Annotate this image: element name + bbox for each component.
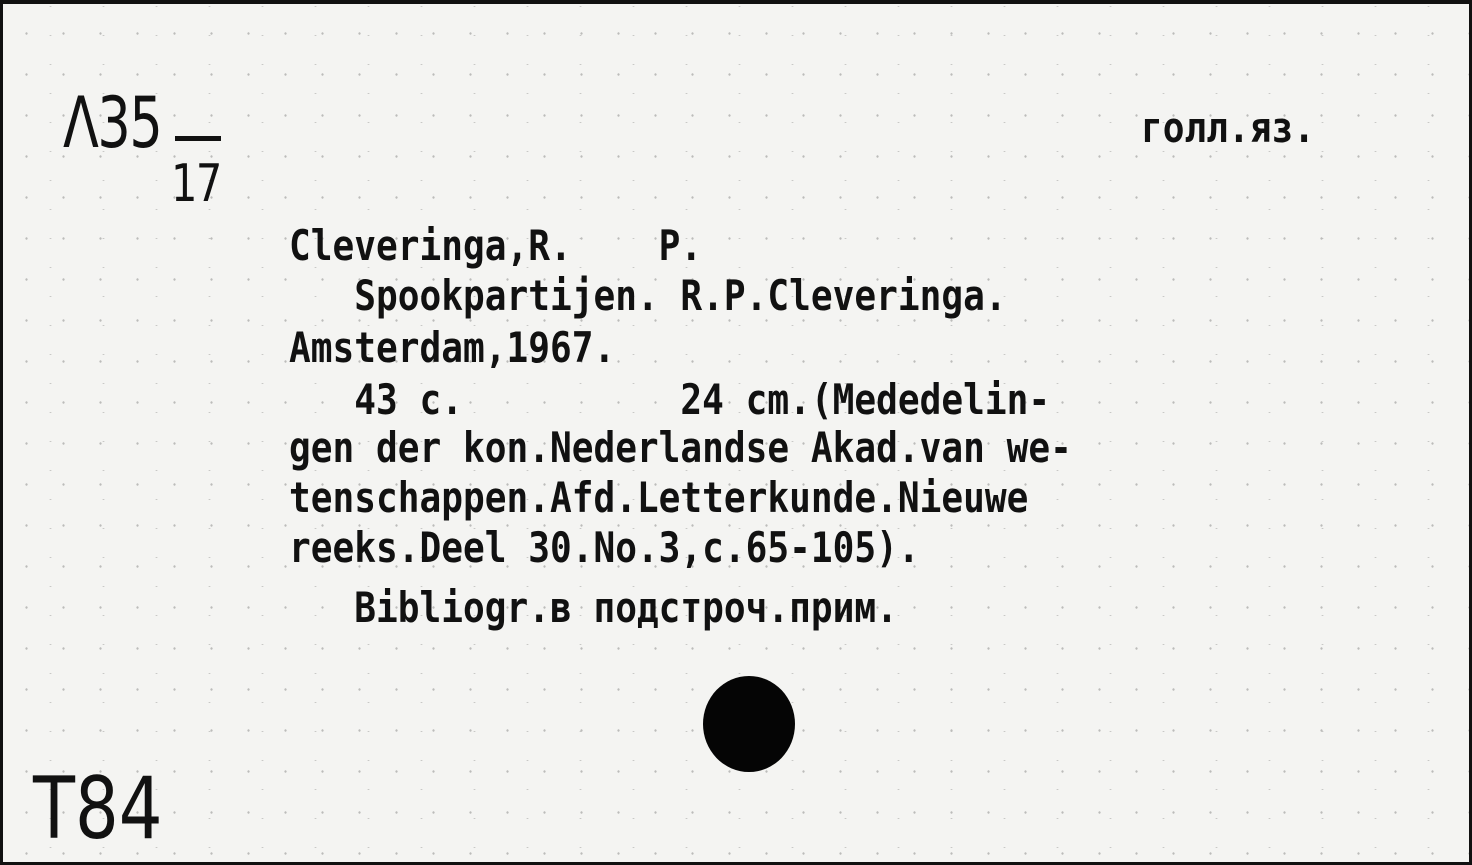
- card-text-line: Spookpartijen. R.P.Cleveringa.: [289, 271, 1007, 320]
- shelf-mark-rule: [175, 136, 221, 141]
- punch-hole: [703, 676, 795, 772]
- shelf-mark-top: Λ35: [63, 82, 162, 164]
- card-text-line: tenschappen.Afd.Letterkunde.Nieuwe: [289, 473, 1029, 522]
- catalog-number: T84: [33, 759, 163, 859]
- card-text-line: Amsterdam,1967.: [289, 323, 616, 372]
- card-text-line: Bibliogr.в подстроч.прим.: [289, 583, 898, 632]
- card-text-line: reeks.Deel 30.No.3,c.65-105).: [289, 523, 920, 572]
- card-text-line: 43 c. 24 cm.(Mededelin-: [289, 375, 1051, 424]
- card-text-line: gen der kon.Nederlandse Akad.van we-: [289, 423, 1072, 472]
- language-label: голл.яз.: [1141, 103, 1315, 152]
- shelf-mark-bottom: 17: [171, 154, 221, 214]
- card-text-line: Cleveringa,R. P.: [289, 221, 703, 270]
